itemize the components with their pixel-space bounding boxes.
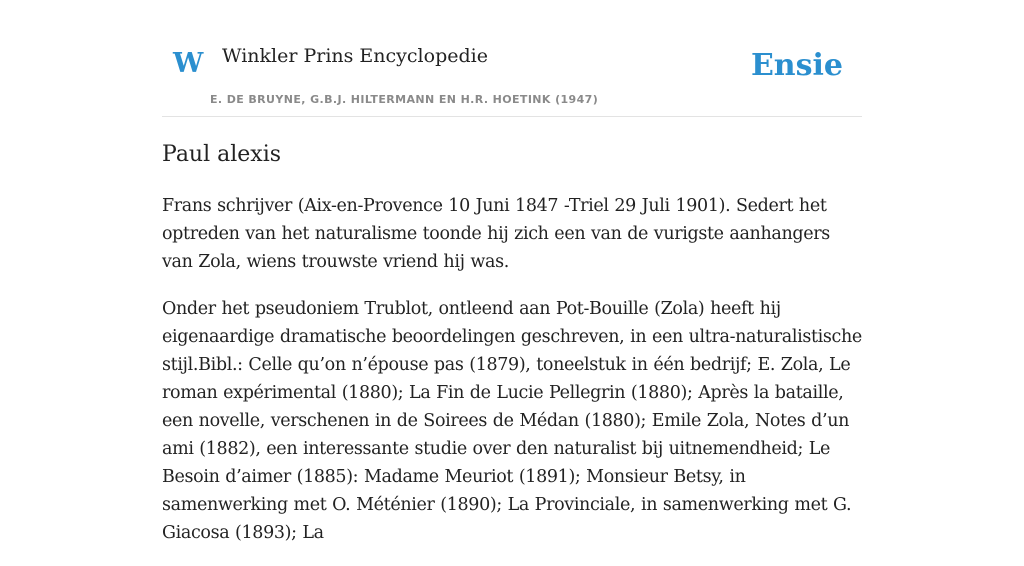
site-subtitle: E. DE BRUYNE, G.B.J. HILTERMANN EN H.R. HOETINK (1947) [210, 93, 599, 106]
article-paragraph-2: Onder het pseudoniem Trublot, ontleend aan Pot-Bouille (Zola) heeft hij eigenaardige dramatische beoordelingen geschreven, in een ultra-naturalistische stijl.Bibl.: Celle qu’on n’épouse pas (1879), toneelstuk in één bedrijf; E. Zola, Le roman expérimental (1880); La Fin de Lucie Pellegrin (1880); Après la bataille, een novelle, verschenen in de Soirees de Médan (1880); Emile Zola, Notes d’un ami (1882), een interessante studie over den naturalist bij uitnemendheid; Le Besoin d’aimer (1885): Madame Meuriot (1891); Monsieur Betsy, in samenwerking met O. Méténier (1890); La Provinciale, in samenwerking met G. Giacosa (1893); La [162, 299, 862, 543]
site-title: Winkler Prins Encyclopedie [222, 45, 488, 67]
article-body [162, 192, 864, 566]
article-paragraph-1: Frans schrijver (Aix-en-Provence 10 Juni 1847 -Triel 29 Juli 1901). Sedert het optreden van het naturalisme toonde hij zich een van de vurigste aanhangers van Zola, wiens trouwste vriend hij was. [162, 196, 830, 272]
site-header [162, 0, 862, 117]
brand-logo-link[interactable]: Ensie [750, 48, 843, 83]
site-logo-icon[interactable]: W [173, 48, 204, 79]
article-title: Paul alexis [162, 142, 282, 167]
